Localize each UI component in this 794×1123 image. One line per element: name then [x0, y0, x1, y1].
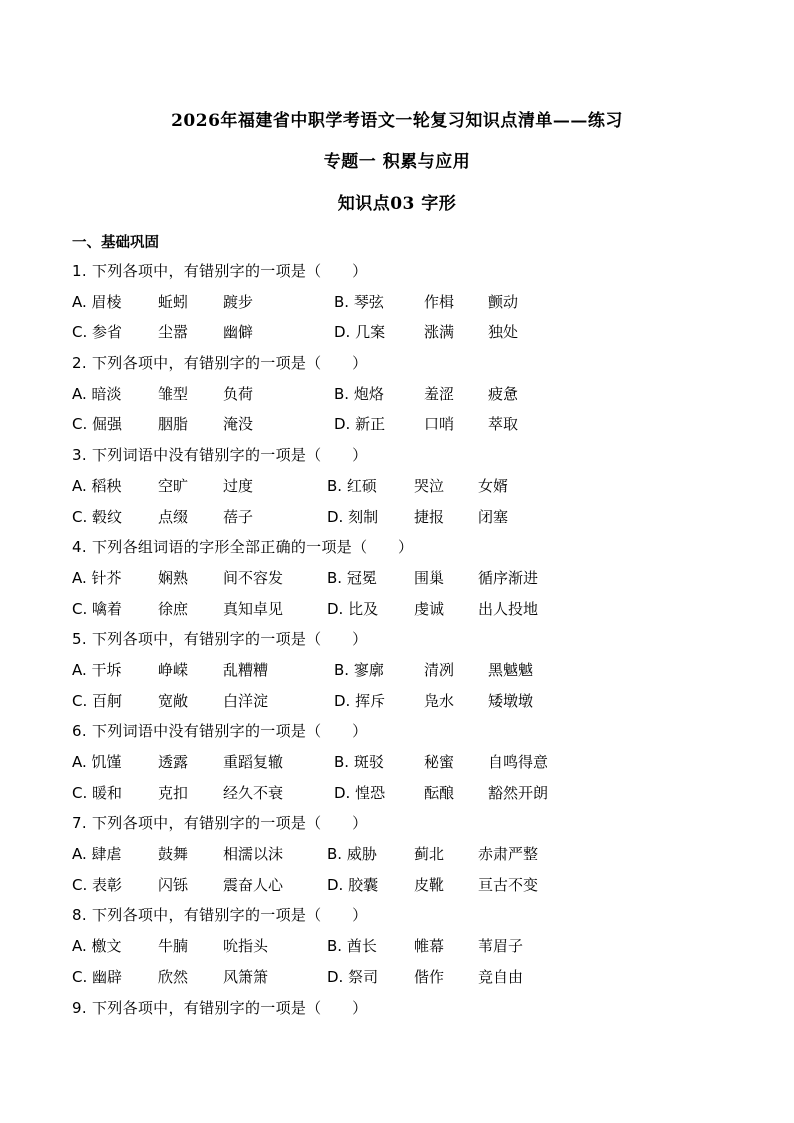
option-word: 颤动	[488, 292, 519, 311]
option-row	[72, 839, 732, 870]
option-word: 亘古不变	[478, 875, 539, 894]
option-word: 牛腩	[158, 937, 189, 956]
question-text: 7. 下列各项中，有错别字的一项是（ ）	[72, 814, 368, 833]
question-stem	[72, 440, 732, 471]
option-word: B. 红硕	[327, 476, 377, 495]
option-word: 矮墩墩	[488, 691, 534, 710]
option-word: 幽僻	[223, 323, 254, 342]
option-row	[72, 747, 732, 778]
option-row	[72, 962, 732, 993]
option-word: 作楫	[424, 292, 455, 311]
option-word: 重蹈复辙	[223, 753, 284, 771]
option-word: 口哨	[424, 415, 455, 434]
option-word: 欣然	[158, 967, 189, 986]
option-word: 帷幕	[414, 937, 445, 956]
option-word: 凫水	[424, 691, 455, 710]
option-word: 间不容发	[223, 568, 284, 587]
option-word: 虔诚	[414, 599, 445, 618]
question-stem	[72, 716, 732, 747]
option-word: C. 参省	[72, 323, 123, 342]
question-stem	[72, 532, 732, 563]
option-word: 哭泣	[414, 476, 445, 495]
option-word: B. 炮烙	[334, 384, 384, 403]
option-row	[72, 931, 732, 962]
option-word: 乱糟糟	[223, 660, 269, 679]
option-word: 徐庶	[158, 599, 189, 618]
option-word: 过度	[223, 476, 254, 495]
option-word: A. 针芥	[72, 568, 122, 587]
option-word: 偕作	[414, 967, 445, 986]
option-word: D. 胶囊	[327, 875, 379, 894]
document-subtitle: 专题一 积累与应用	[323, 152, 471, 172]
question-text: 1. 下列各项中，有错别字的一项是（ ）	[72, 262, 368, 280]
option-word: 豁然开朗	[488, 783, 549, 802]
question-text: 8. 下列各项中，有错别字的一项是（ ）	[72, 906, 368, 925]
option-word: C. 暖和	[72, 783, 123, 802]
question-stem	[72, 993, 732, 1024]
option-word: B. 酋长	[327, 937, 377, 956]
option-word: 疲惫	[488, 384, 519, 403]
option-word: 黑魆魆	[488, 660, 534, 679]
document-title: 2026年福建省中职学考语文一轮复习知识点清单——练习	[171, 111, 623, 131]
option-word: 负荷	[223, 384, 254, 403]
option-word: 围巢	[414, 568, 445, 587]
option-word: 震奋人心	[223, 875, 284, 894]
question-stem	[72, 624, 732, 655]
option-word: C. 表彰	[72, 875, 123, 894]
question-text: 9. 下列各项中，有错别字的一项是（ ）	[72, 998, 368, 1017]
option-word: 闭塞	[478, 507, 509, 526]
option-word: 白洋淀	[223, 691, 269, 710]
option-word: A. 稻秧	[72, 476, 122, 495]
option-word: A. 眉棱	[72, 292, 122, 311]
option-row	[72, 563, 732, 594]
option-word: A. 檄文	[72, 937, 122, 956]
option-word: 宽敞	[158, 691, 189, 710]
option-word: C. 倔强	[72, 415, 123, 434]
option-row	[72, 594, 732, 625]
question-stem	[72, 900, 732, 931]
option-word: C. 幽辟	[72, 967, 123, 986]
option-word: 酝酿	[424, 783, 455, 802]
question-text: 5. 下列各项中，有错别字的一项是（ ）	[72, 630, 368, 649]
option-word: 竞自由	[478, 967, 524, 986]
option-word: 踱步	[223, 292, 254, 311]
option-word: 女婿	[478, 476, 509, 495]
question-text: 6. 下列词语中没有错别字的一项是（ ）	[72, 722, 368, 741]
option-word: 尘嚣	[158, 323, 189, 342]
option-word: B. 寥廓	[334, 660, 384, 679]
option-word: 透露	[158, 753, 189, 771]
option-word: 蓟北	[414, 845, 445, 864]
option-word: 出人投地	[478, 599, 539, 618]
option-row	[72, 409, 732, 440]
option-word: D. 惶恐	[334, 783, 386, 802]
option-row	[72, 317, 732, 348]
option-word: 蚯蚓	[158, 292, 189, 311]
option-word: 克扣	[158, 783, 189, 802]
option-row	[72, 379, 732, 410]
option-word: D. 几案	[334, 323, 386, 342]
option-word: 真知卓见	[223, 599, 284, 618]
option-word: 峥嵘	[158, 660, 189, 679]
question-text: 4. 下列各组词语的字形全部正确的一项是（ ）	[72, 538, 414, 557]
option-word: 捷报	[414, 507, 445, 526]
option-word: C. 毂纹	[72, 507, 123, 526]
option-word: 皮靴	[414, 875, 445, 894]
question-stem	[72, 256, 732, 287]
option-word: B. 冠冕	[327, 568, 377, 587]
option-word: A. 肆虐	[72, 845, 122, 864]
option-row	[72, 502, 732, 533]
question-text: 2. 下列各项中，有错别字的一项是（ ）	[72, 354, 368, 373]
option-word: 空旷	[158, 476, 189, 495]
option-word: 点缀	[158, 507, 189, 526]
section-heading: 一、基础巩固	[72, 235, 159, 251]
option-word: 吮指头	[223, 937, 269, 956]
option-word: 循序渐进	[478, 568, 539, 587]
option-word: 自鸣得意	[488, 753, 549, 771]
option-word: 赤肃严整	[478, 845, 539, 864]
option-word: 萃取	[488, 415, 519, 434]
option-word: A. 干坼	[72, 660, 122, 679]
option-row	[72, 778, 732, 809]
option-word: 淹没	[223, 415, 254, 434]
option-word: 经久不衰	[223, 783, 284, 802]
question-list	[72, 256, 732, 1023]
option-word: B. 威胁	[327, 845, 377, 864]
option-word: 鼓舞	[158, 845, 189, 864]
option-row	[72, 287, 732, 318]
option-word: 羞涩	[424, 384, 455, 403]
option-word: C. 百舸	[72, 691, 123, 710]
option-word: A. 暗淡	[72, 384, 122, 403]
option-word: A. 饥馑	[72, 753, 122, 771]
option-word: D. 刻制	[327, 507, 379, 526]
option-word: D. 比及	[327, 599, 379, 618]
option-word: D. 祭司	[327, 967, 379, 986]
option-word: 蓓子	[223, 507, 254, 526]
option-word: B. 斑驳	[334, 753, 384, 771]
option-row	[72, 655, 732, 686]
question-stem	[72, 348, 732, 379]
option-word: 苇眉子	[478, 937, 524, 956]
option-word: 闪铄	[158, 875, 189, 894]
question-text: 3. 下列词语中没有错别字的一项是（ ）	[72, 446, 368, 465]
option-word: 胭脂	[158, 415, 189, 434]
option-row	[72, 471, 732, 502]
option-word: D. 新正	[334, 415, 386, 434]
option-word: 清冽	[424, 660, 455, 679]
option-word: C. 噙着	[72, 599, 123, 618]
option-row	[72, 870, 732, 901]
option-word: 涨满	[424, 323, 455, 342]
option-word: 独处	[488, 323, 519, 342]
option-word: 娴熟	[158, 568, 189, 587]
option-word: 雏型	[158, 384, 189, 403]
option-word: 相濡以沫	[223, 845, 284, 864]
question-stem	[72, 808, 732, 839]
option-row	[72, 686, 732, 717]
option-word: 风箫箫	[223, 967, 269, 986]
topic-heading: 知识点03 字形	[337, 194, 457, 214]
option-word: D. 挥斥	[334, 691, 386, 710]
option-word: 秘蜜	[424, 753, 455, 771]
option-word: B. 琴弦	[334, 292, 384, 311]
